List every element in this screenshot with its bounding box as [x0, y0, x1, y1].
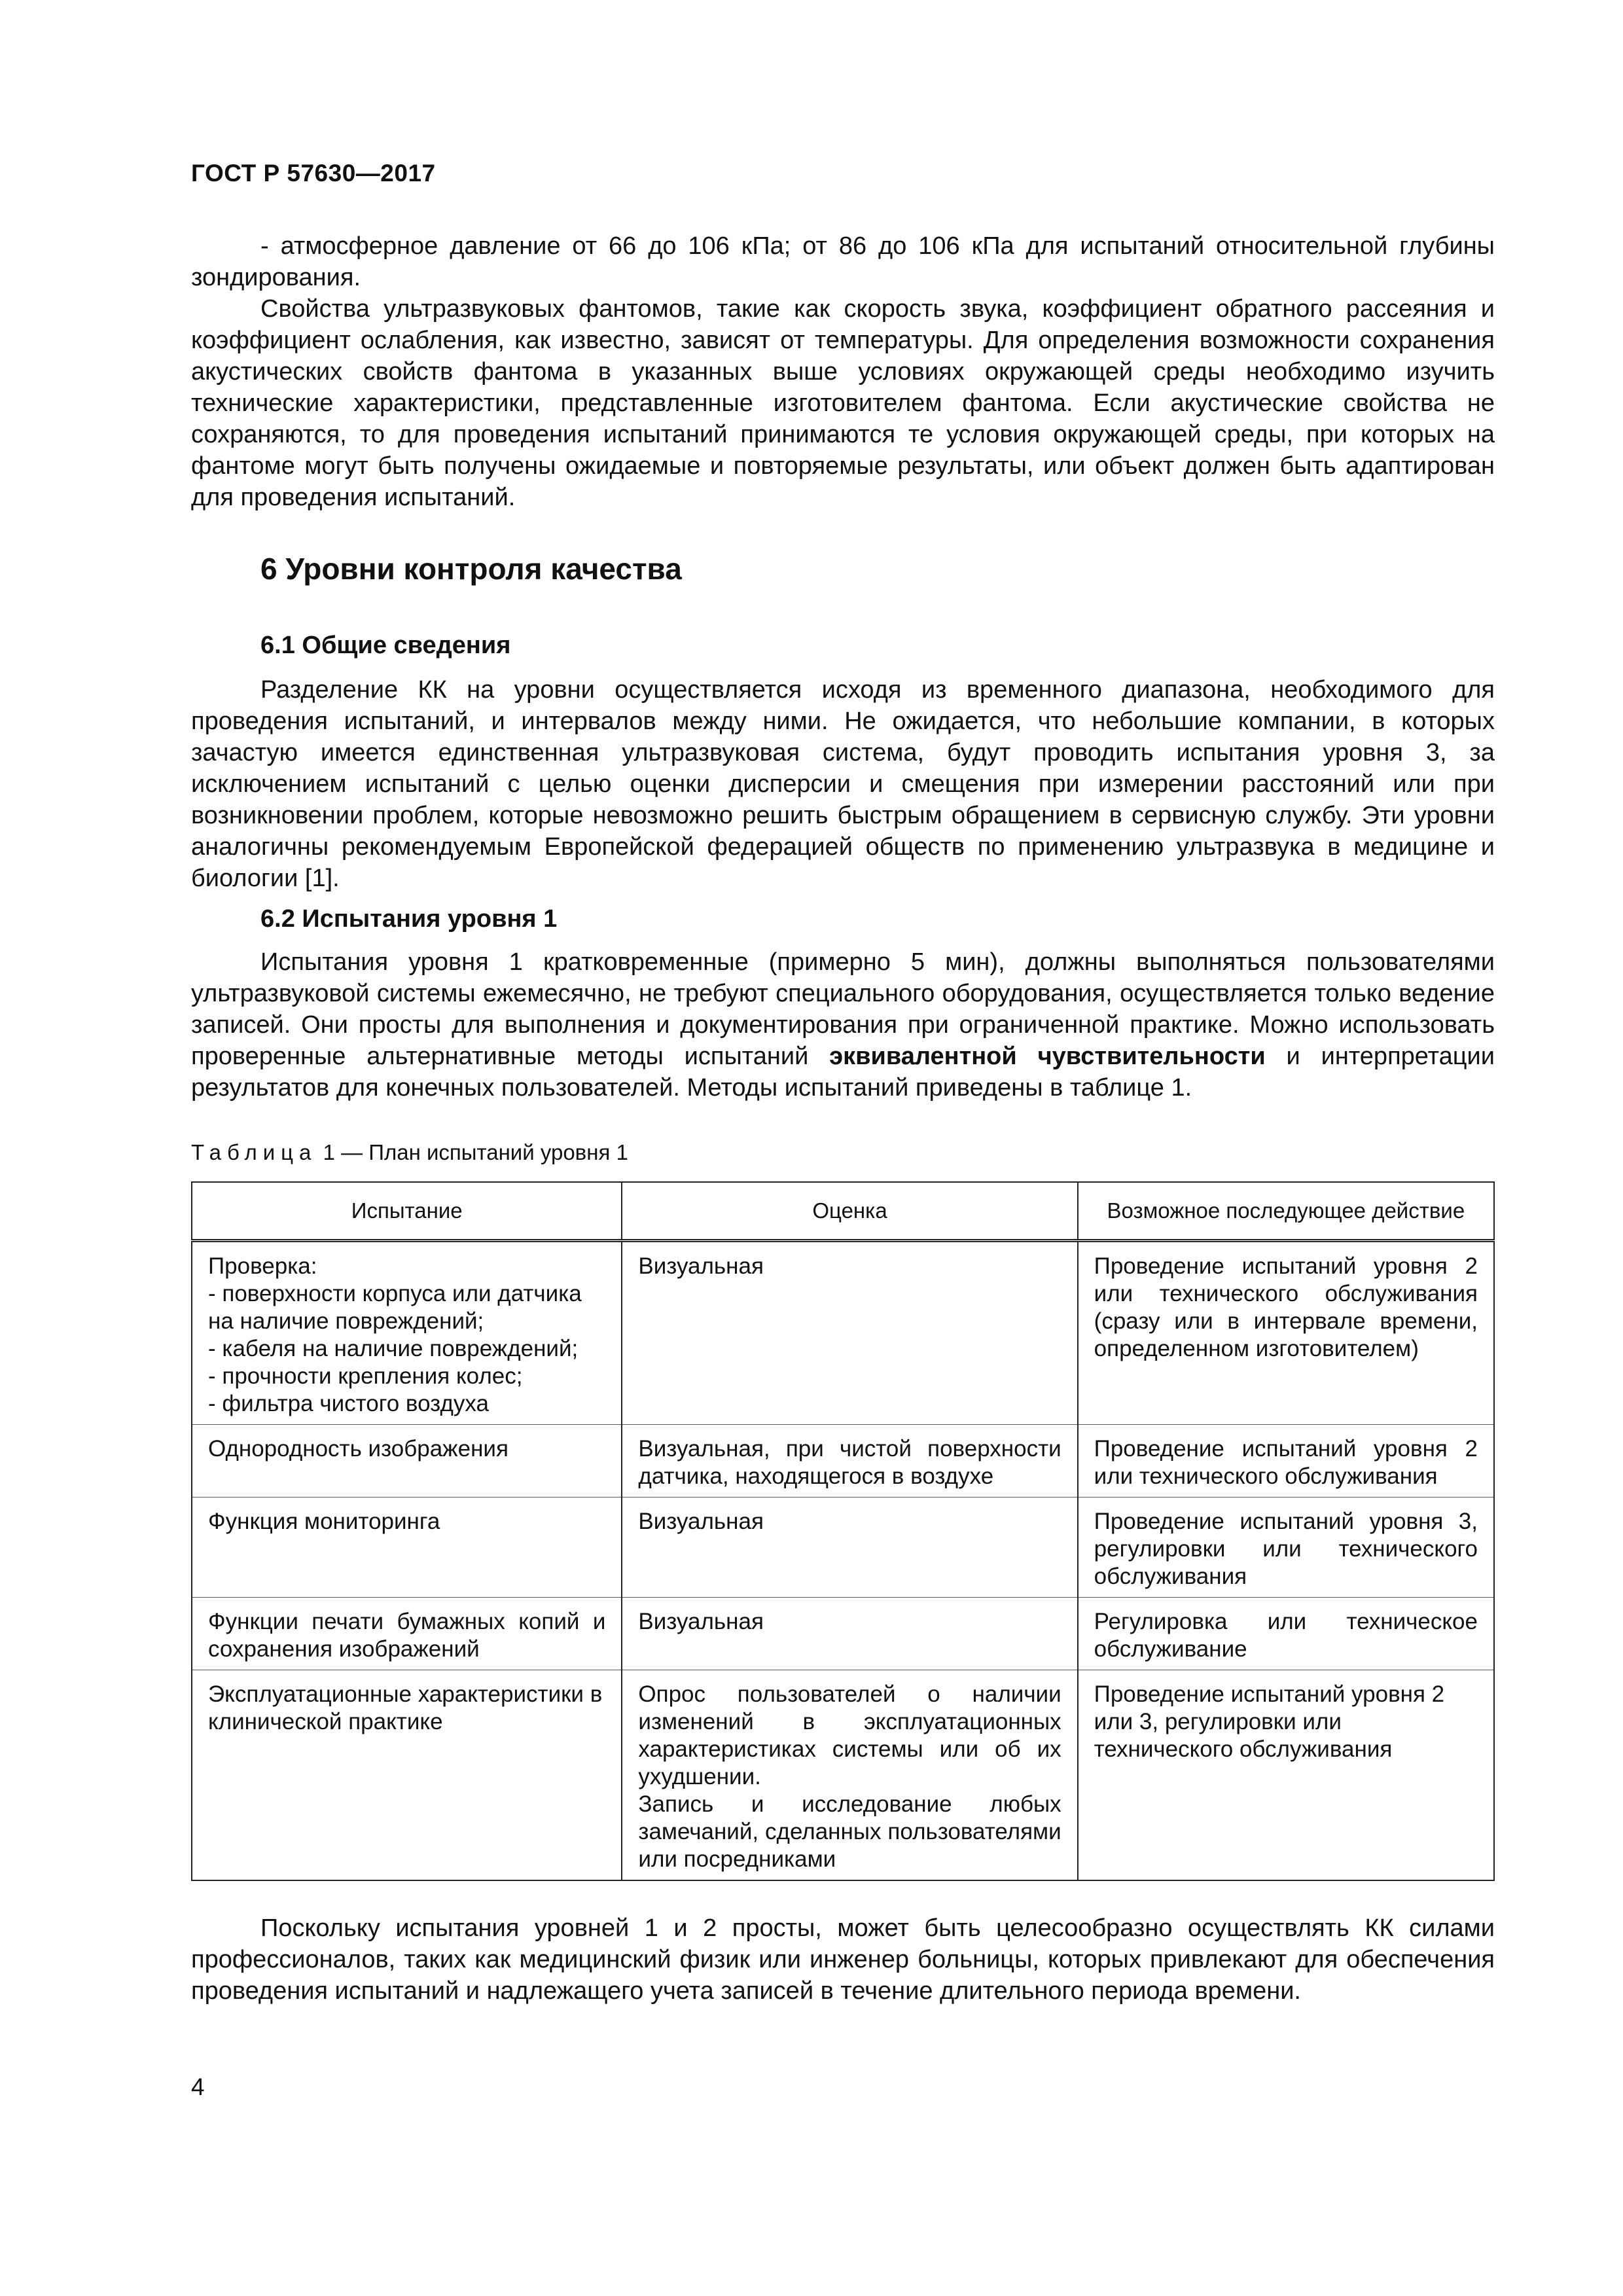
- test-cell: [192, 1241, 622, 1425]
- test-cell-line: - кабеля на наличие повреждений;: [208, 1336, 579, 1361]
- level-1-test-plan-table: [191, 1181, 1495, 1881]
- intro-text-block: [191, 230, 1495, 513]
- level-1-paragraph: [191, 946, 1495, 1103]
- table-row: [192, 1241, 1494, 1425]
- evaluation-cell-line: Запись и исследование любых замечаний, сделанных пользователями или посредниками: [638, 1791, 1061, 1872]
- action-cell: Проведение испытаний уровня 2 или технического обслуживания: [1078, 1425, 1494, 1498]
- table-row: [192, 1670, 1494, 1881]
- evaluation-cell: [622, 1670, 1077, 1881]
- table-caption: [191, 1140, 628, 1165]
- page-number: 4: [191, 2073, 205, 2100]
- subsection-6-2-text: [191, 946, 1495, 1103]
- test-cell: Однородность изображения: [192, 1425, 622, 1498]
- table-caption-title: 1 — План испытаний уровня 1: [317, 1140, 628, 1164]
- table-row: [192, 1598, 1494, 1670]
- table-row: [192, 1425, 1494, 1498]
- action-cell: Проведение испытаний уровня 2 или технического обслуживания (сразу или в интервале времени, определенном изготовителем): [1078, 1241, 1494, 1425]
- evaluation-cell: Визуальная: [622, 1598, 1077, 1670]
- test-cell-line: Проверка:: [208, 1253, 317, 1279]
- pressure-paragraph: - атмосферное давление от 66 до 106 кПа; от 86 до 106 кПа для испытаний относительной глубины зондирования.: [191, 232, 1495, 291]
- subsection-6-1-text: [191, 674, 1495, 894]
- subsection-6-2-title: 6.2 Испытания уровня 1: [260, 905, 558, 933]
- table-header-row: [192, 1182, 1494, 1241]
- column-header-action: Возможное последующее действие: [1078, 1182, 1494, 1241]
- level-1-paragraph-emphasis: эквивалентной чувствительности: [829, 1043, 1266, 1070]
- test-cell: Эксплуатационные характеристики в клинической практике: [192, 1670, 622, 1881]
- closing-text: [191, 1912, 1495, 2007]
- test-cell: Функции печати бумажных копий и сохранения изображений: [192, 1598, 622, 1670]
- action-cell: Проведение испытаний уровня 3, регулировки или технического обслуживания: [1078, 1498, 1494, 1598]
- test-cell-line: - поверхности корпуса или датчика на наличие повреждений;: [208, 1281, 582, 1334]
- evaluation-cell-line: Опрос пользователей о наличии изменений в эксплуатационных характеристиках системы или об их ухудшении.: [638, 1681, 1061, 1789]
- table-row: [192, 1498, 1494, 1598]
- evaluation-cell: Визуальная: [622, 1498, 1077, 1598]
- action-cell: Проведение испытаний уровня 2 или 3, регулировки или технического обслуживания: [1078, 1670, 1494, 1881]
- phantom-properties-paragraph: Свойства ультразвуковых фантомов, такие как скорость звука, коэффициент обратного рассеяния и коэффициент ослабления, как известно, зависят от температуры. Для определения возможности сохранения акустических свойств фантома в указанных выше условиях окружающей среды необходимо изучить технические характеристики, представленные изготовителем фантома. Если акустические свойства не сохраняются, то для проведения испытаний принимаются те условия окружающей среды, при которых на фантоме могут быть получены ожидаемые и повторяемые результаты, или объект должен быть адаптирован для проведения испытаний.: [191, 295, 1495, 511]
- subsection-6-1-title: 6.1 Общие сведения: [260, 632, 511, 659]
- closing-paragraph: Поскольку испытания уровней 1 и 2 просты, может быть целесообразно осуществлять КК силами профессионалов, таких как медицинский физик или инженер больницы, которых привлекают для обеспечения проведения испытаний и надлежащего учета записей в течение длительного периода времени.: [191, 1914, 1495, 2005]
- test-cell-line: - фильтра чистого воздуха: [208, 1391, 489, 1416]
- column-header-evaluation: Оценка: [622, 1182, 1077, 1241]
- level-1-paragraph-start: Испытания уровня 1 кратковременные (примерно 5 мин), должны выполняться пользователями ультразвуковой системы ежемесячно, не требуют специального оборудования, осуществляется только ведение записей. Они просты для выполнения и документирования при ограниченной практике. Можно использовать проверенные альтернативные методы испытаний: [191, 948, 1495, 1070]
- level-1-paragraph-end: и интерпретации результатов для конечных пользователей. Методы испытаний приведены в таблице 1.: [191, 1043, 1495, 1102]
- table-caption-label: Таблица: [191, 1140, 317, 1164]
- column-header-test: Испытание: [192, 1182, 622, 1241]
- action-cell: Регулировка или техническое обслуживание: [1078, 1598, 1494, 1670]
- evaluation-cell: Визуальная, при чистой поверхности датчика, находящегося в воздухе: [622, 1425, 1077, 1498]
- test-cell-line: - прочности крепления колес;: [208, 1363, 523, 1389]
- document-code-header: ГОСТ Р 57630—2017: [191, 160, 436, 187]
- evaluation-cell: Визуальная: [622, 1241, 1077, 1425]
- general-info-paragraph: Разделение КК на уровни осуществляется исходя из временного диапазона, необходимого для проведения испытаний, и интервалов между ними. Не ожидается, что небольшие компании, в которых зачастую имеется единственная ультразвуковая система, будут проводить испытания уровня 3, за исключением испытаний с целью оценки дисперсии и смещения при измерении расстояний или при возникновении проблем, которые невозможно решить быстрым обращением в сервисную службу. Эти уровни аналогичны рекомендуемым Европейской федерацией обществ по применению ультразвука в медицине и биологии [1].: [191, 676, 1495, 892]
- test-cell: Функция мониторинга: [192, 1498, 622, 1598]
- section-6-title: 6 Уровни контроля качества: [260, 552, 682, 586]
